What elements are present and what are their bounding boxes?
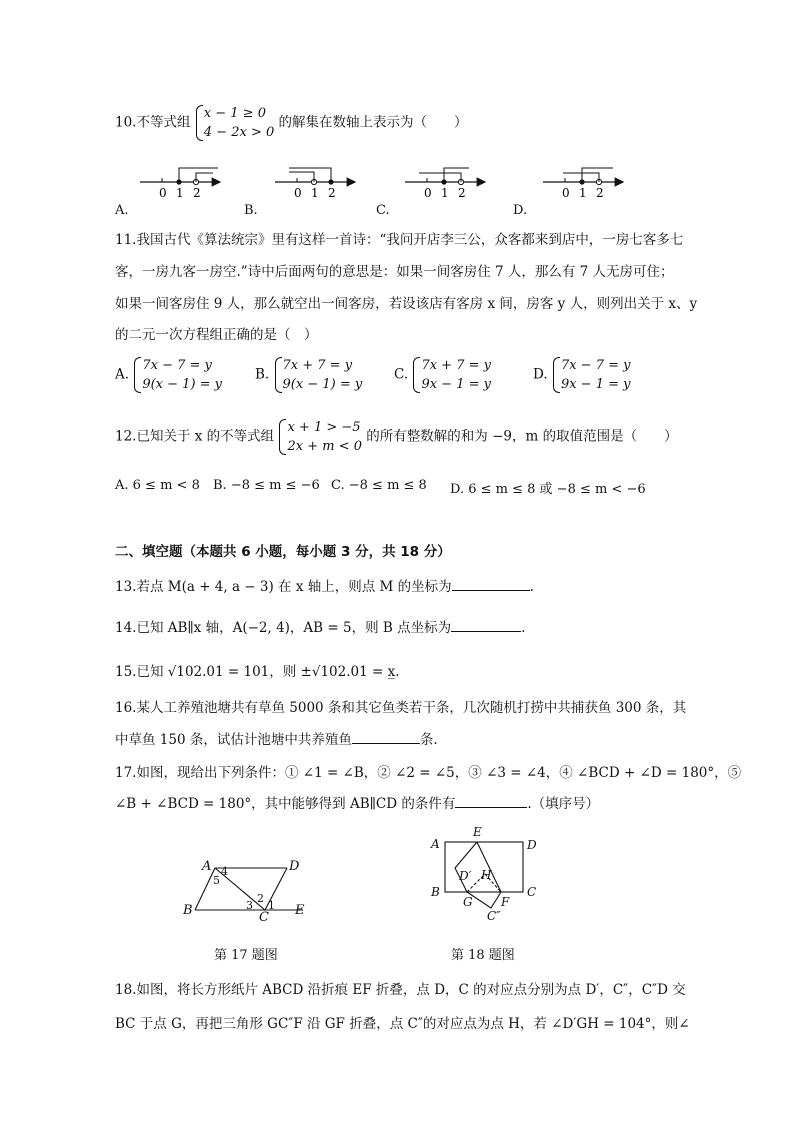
q11-line3: 如果一间客房住 9 人，那么就空出一间客房，若设该店有客房 x 间，房客 y 人，则列出关于 x、y: [115, 296, 698, 312]
q17-line1: 17.如图，现给出下列条件：① ∠1 = ∠B，② ∠2 = ∠5，③ ∠3 = ∠4，④ ∠BCD + ∠D = 180°，⑤: [115, 765, 742, 781]
svg-text:5: 5: [213, 874, 220, 887]
tick-0: 0: [159, 186, 167, 200]
svg-text:H: H: [481, 868, 492, 882]
svg-text:B: B: [183, 903, 193, 918]
svg-text:A: A: [431, 837, 440, 851]
svg-text:1: 1: [268, 899, 275, 912]
q10-prefix: 10.不等式组: [115, 114, 191, 131]
tick-1: 1: [176, 186, 184, 200]
tick-2: 2: [328, 186, 336, 200]
q11-line1: 11.我国古代《算法统宗》里有这样一首诗：“我问开店李三公，众客都来到店中，一房七客多七: [115, 232, 684, 248]
svg-text:3: 3: [246, 899, 253, 912]
q10-option-d: D.: [513, 203, 528, 218]
tick-0: 0: [424, 186, 432, 200]
q14: 14.已知 AB∥x 轴，A(−2, 4)，AB = 5，则 B 点坐标为 .: [115, 616, 525, 636]
q12-suffix: 的所有整数解的和为 −9，m 的取值范围是（ ）: [366, 428, 678, 445]
svg-text:E: E: [473, 825, 482, 839]
fig18-caption: 第 18 题图: [451, 948, 515, 963]
svg-text:F: F: [501, 895, 510, 909]
q11-option-d: D. 7x − 7 = y 9x − 1 = y: [533, 358, 631, 392]
svg-text:G: G: [463, 895, 473, 909]
q10-number-lines: [140, 160, 630, 200]
q16-line2: 中草鱼 150 条，试估计池塘中共养殖鱼 条.: [115, 728, 438, 748]
svg-text:B: B: [431, 885, 440, 899]
svg-text:D: D: [289, 859, 300, 874]
q12-ineq2: 2x + m < 0: [287, 439, 362, 454]
figure-17: [175, 850, 315, 925]
q10-stem: [115, 104, 468, 142]
tick-2: 2: [193, 186, 201, 200]
q12-stem: [115, 418, 678, 456]
q13: 13.若点 M(a + 4, a − 3) 在 x 轴上，则点 M 的坐标为 .: [115, 575, 534, 595]
q10-ineq2: 4 − 2x > 0: [203, 125, 275, 140]
svg-text:C: C: [527, 885, 537, 899]
tick-2: 2: [596, 186, 604, 200]
q15: 15.已知 √102.01 = 101，则 ±√102.01 = x̲.: [115, 664, 400, 680]
svg-text:C″: C″: [487, 909, 501, 923]
number-line-a: [140, 168, 220, 200]
q16-line1: 16.某人工养殖池塘共有草鱼 5000 条和其它鱼类若干条，几次随机打捞中共捕获鱼 300 条，其: [115, 700, 687, 716]
q11-option-a: A. 7x − 7 = y 9(x − 1) = y: [115, 358, 223, 392]
q12-option-b: B. −8 ≤ m ≤ −6: [213, 478, 320, 493]
q11-line2: 客，一房九客一房空.”诗中后面两句的意思是：如果一间客房住 7 人，那么有 7 人无房可住；: [115, 264, 674, 280]
tick-1: 1: [579, 186, 587, 200]
q10-option-c: C.: [376, 203, 390, 218]
svg-text:E: E: [295, 903, 305, 918]
tick-0: 0: [294, 186, 302, 200]
svg-text:C: C: [259, 910, 269, 925]
q12-prefix: 12.已知关于 x 的不等式组: [115, 428, 275, 445]
figure-18: [425, 822, 545, 927]
q12-option-a: A. 6 ≤ m < 8: [115, 478, 200, 493]
q17-line2: ∠B + ∠BCD = 180°，其中能够得到 AB∥CD 的条件有 .（填序号）: [115, 792, 599, 812]
q11-option-b: B. 7x + 7 = y 9(x − 1) = y: [255, 358, 363, 392]
q18-line1: 18.如图，将长方形纸片 ABCD 沿折痕 EF 折叠，点 D，C 的对应点分别为点 D′，C″，C″D 交: [115, 982, 686, 998]
svg-text:D: D: [527, 838, 537, 852]
q12-ineq1: x + 1 > −5: [287, 420, 361, 435]
number-line-b: [275, 168, 355, 200]
tick-1: 1: [311, 186, 319, 200]
svg-text:2: 2: [257, 892, 264, 905]
tick-1: 1: [441, 186, 449, 200]
q12-option-d: D. 6 ≤ m ≤ 8 或 −8 ≤ m < −6: [450, 482, 646, 497]
q10-option-b: B.: [244, 203, 258, 218]
q10-ineq1: x − 1 ≥ 0: [203, 106, 266, 121]
q10-inequality-system: [195, 104, 274, 142]
section-title: 二、填空题（本题共 6 小题，每小题 3 分，共 18 分）: [115, 544, 451, 560]
svg-text:D′: D′: [459, 869, 472, 883]
number-line-d: [543, 168, 623, 200]
q18-line2: BC 于点 G，再把三角形 GC″F 沿 GF 折叠，点 C″的对应点为点 H，若 ∠D′GH = 104°，则∠: [115, 1016, 690, 1032]
fig17-caption: 第 17 题图: [214, 948, 278, 963]
q12-option-c: C. −8 ≤ m ≤ 8: [331, 478, 427, 493]
q10-option-a: A.: [115, 203, 129, 218]
q11-option-c: C. 7x + 7 = y 9x − 1 = y: [394, 358, 491, 392]
q12-inequality-system: [278, 418, 362, 456]
number-line-c: [405, 168, 485, 200]
svg-text:4: 4: [221, 865, 228, 878]
svg-text:A: A: [202, 859, 212, 874]
tick-2: 2: [458, 186, 466, 200]
tick-0: 0: [562, 186, 570, 200]
q10-suffix: 的解集在数轴上表示为（ ）: [278, 114, 468, 131]
q11-line4: 的二元一次方程组正确的是（ ）: [115, 327, 318, 343]
